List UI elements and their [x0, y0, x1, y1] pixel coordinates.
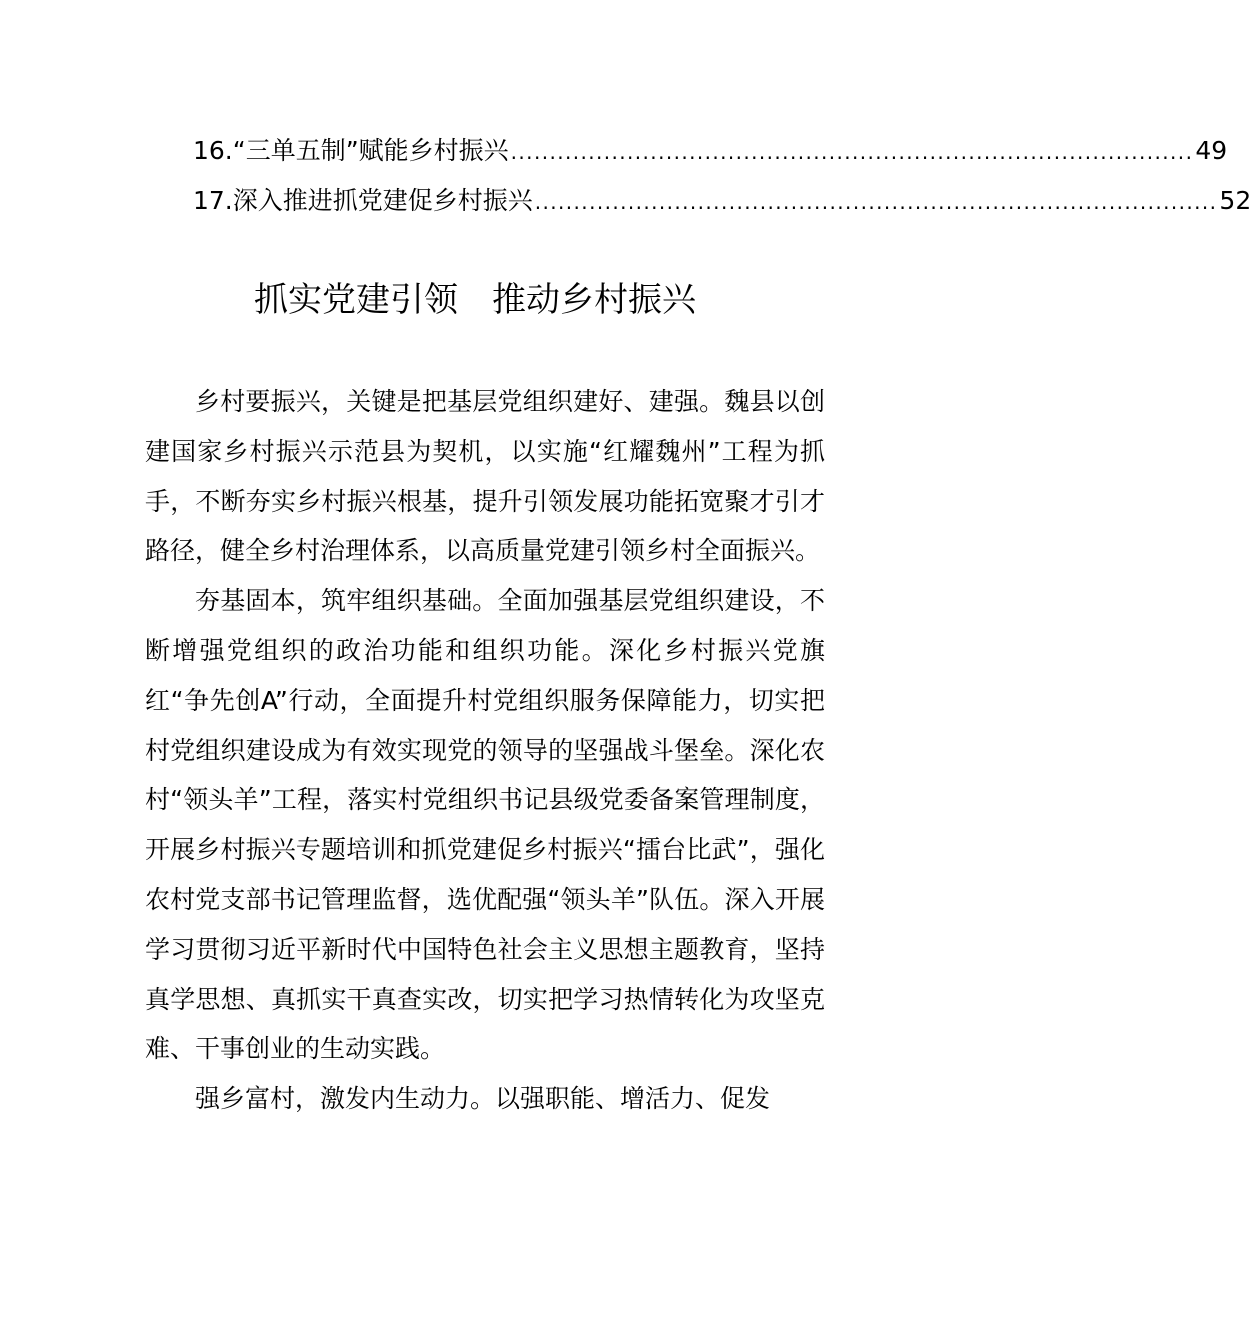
article-paragraph: 强乡富村，激发内生动力。以强职能、增活力、促发	[195, 1084, 771, 1114]
toc-item-page: 52	[1219, 186, 1251, 215]
toc-item[interactable]	[193, 130, 1228, 180]
toc-leader-dots: ........................................................................................	[534, 190, 1218, 214]
toc-item[interactable]	[193, 180, 1251, 230]
toc-item-label: 16.“三单五制”赋能乡村振兴	[193, 136, 509, 165]
article-paragraph: 乡村要振兴，关键是把基层党组织建好、建强。魏县以创建国家乡村振兴示范县为契机，以实施“红耀魏州”工程为抓手，不断夯实乡村振兴根基，提升引领发展功能拓宽聚才引才路径，健全乡村治理体系，以高质量党建引领乡村全面振兴。	[145, 387, 825, 566]
article-title: 抓实党建引领 推动乡村振兴	[254, 280, 696, 320]
article-body	[145, 377, 825, 1124]
toc-leader-dots: ........................................................................................	[510, 140, 1194, 164]
article-paragraph: 夯基固本，筑牢组织基础。全面加强基层党组织建设，不断增强党组织的政治功能和组织功能。深化乡村振兴党旗红“争先创A”行动，全面提升村党组织服务保障能力，切实把村党组织建设成为有效实现党的领导的坚强战斗堡垒。深化农村“领头羊”工程，落实村党组织书记县级党委备案管理制度，开展乡村振兴专题培训和抓党建促乡村振兴“擂台比武”，强化农村党支部书记管理监督，选优配强“领头羊”队伍。深入开展学习贯彻习近平新时代中国特色社会主义思想主题教育，坚持真学思想、真抓实干真查实改，切实把学习热情转化为攻坚克难、干事创业的生动实践。	[145, 586, 825, 1064]
toc-item-label: 17.深入推进抓党建促乡村振兴	[193, 186, 533, 215]
table-of-contents	[193, 130, 1251, 230]
toc-item-page: 49	[1195, 136, 1228, 165]
